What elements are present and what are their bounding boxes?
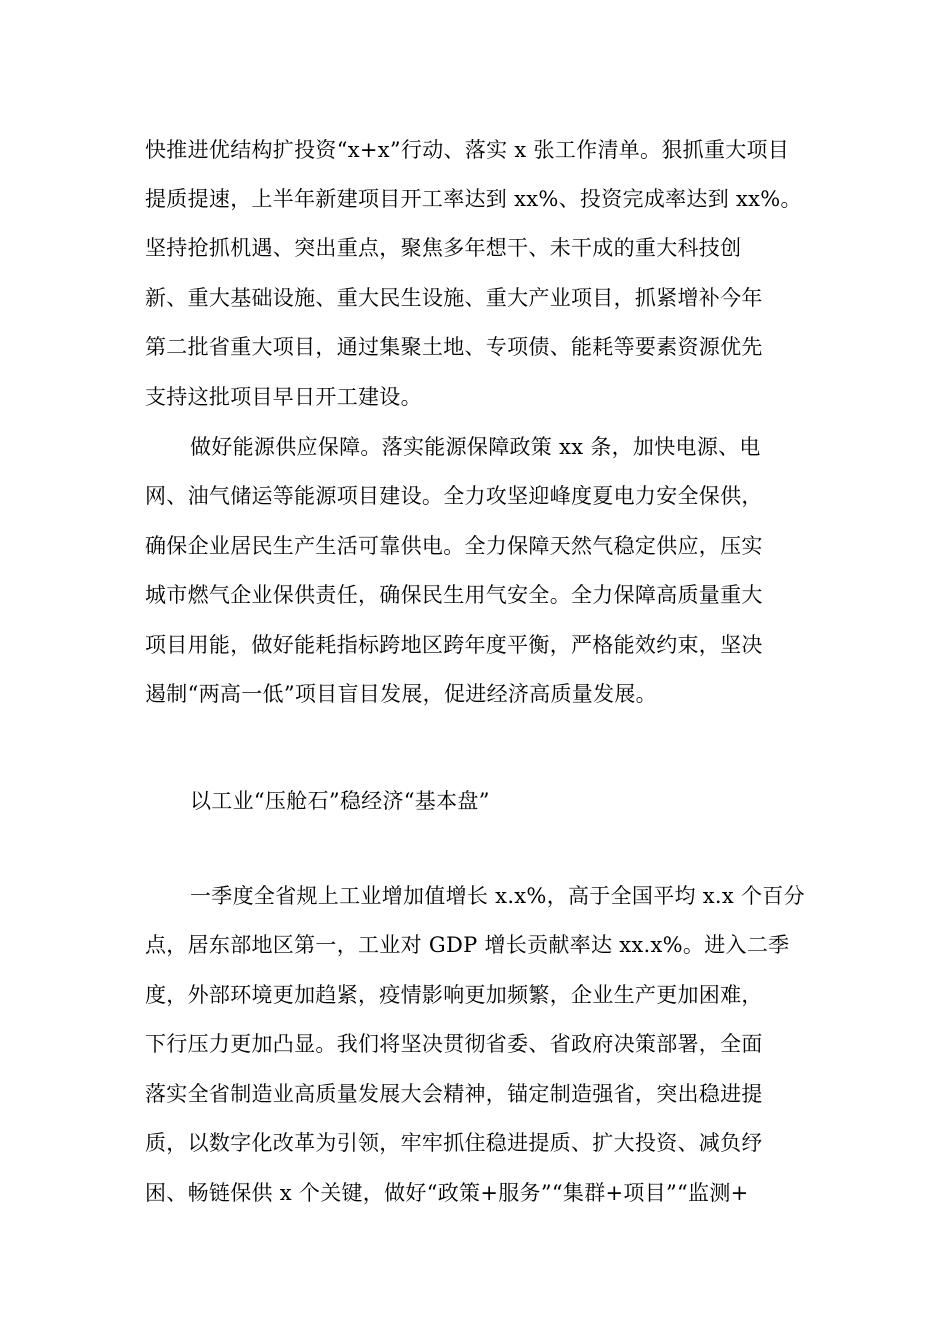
text-line: 网、油气储运等能源项目建设。全力攻坚迎峰度夏电力安全保供，: [145, 484, 763, 508]
text-line: 质，以数字化改革为引领，牢牢抓住稳进提质、扩大投资、减负纾: [145, 1131, 763, 1155]
text-line: 困、畅链保供 x 个关键，做好“政策+服务”“集群+项目”“监测+: [145, 1181, 749, 1205]
text-line: 度，外部环境更加趋紧，疫情影响更加频繁，企业生产更加困难，: [145, 983, 763, 1007]
text-line: 遏制“两高一低”项目盲目发展，促进经济高质量发展。: [145, 682, 657, 706]
text-line: 下行压力更加凸显。我们将坚决贯彻省委、省政府决策部署，全面: [145, 1032, 763, 1056]
text-line: 做好能源供应保障。落实能源保障政策 xx 条，加快电源、电: [190, 435, 761, 459]
text-line: 提质提速，上半年新建项目开工率达到 xx%、投资完成率达到 xx%。: [145, 187, 802, 211]
text-line: 快推进优结构扩投资“x+x”行动、落实 x 张工作清单。狠抓重大项目: [145, 138, 790, 162]
text-line: 第二批省重大项目，通过集聚土地、专项债、能耗等要素资源优先: [145, 335, 763, 359]
heading-text: 以工业“压舱石”稳经济“基本盘”: [190, 789, 490, 813]
text-line: 坚持抢抓机遇、突出重点，聚焦多年想干、未干成的重大科技创: [145, 236, 742, 260]
text-line: 支持这批项目早日开工建设。: [145, 385, 422, 409]
text-line: 新、重大基础设施、重大民生设施、重大产业项目，抓紧增补今年: [145, 286, 763, 310]
text-line: 项目用能，做好能耗指标跨地区跨年度平衡，严格能效约束，坚决: [145, 633, 763, 657]
text-line: 落实全省制造业高质量发展大会精神，锚定制造强省，突出稳进提: [145, 1082, 763, 1106]
text-line: 一季度全省规上工业增加值增长 x.x%，高于全国平均 x.x 个百分: [190, 884, 805, 908]
text-line: 点，居东部地区第一，工业对 GDP 增长贡献率达 xx.x%。进入二季: [145, 933, 790, 957]
text-line: 确保企业居民生产生活可靠供电。全力保障天然气稳定供应，压实: [145, 534, 763, 558]
text-line: 城市燃气企业保供责任，确保民生用气安全。全力保障高质量重大: [145, 583, 763, 607]
